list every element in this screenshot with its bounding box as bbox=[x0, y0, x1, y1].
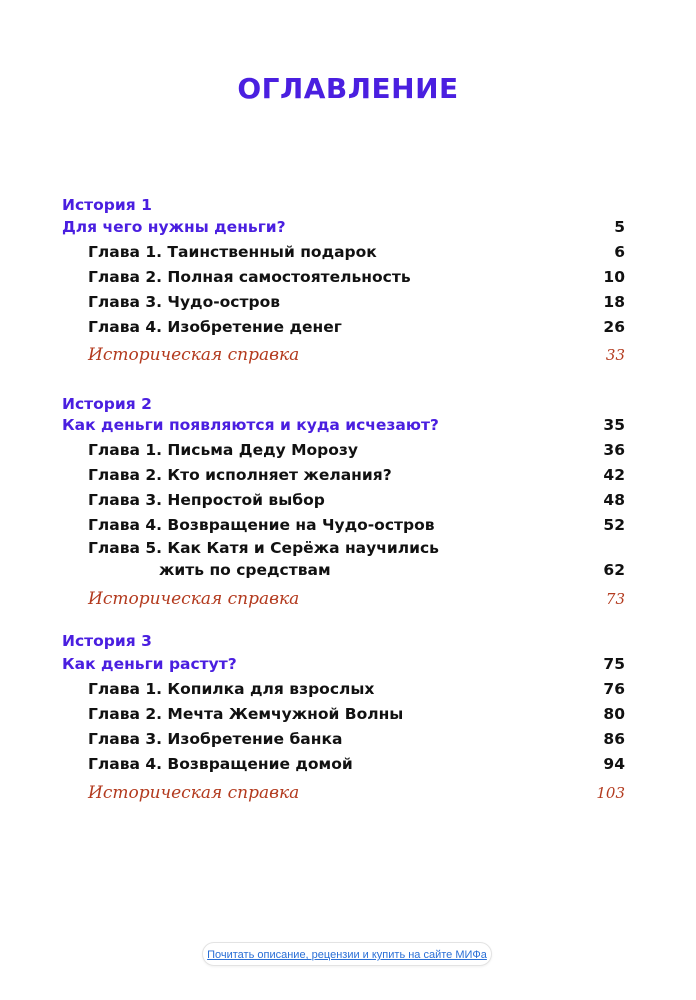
page-number: 10 bbox=[603, 268, 625, 286]
chapter-entry[interactable] bbox=[62, 514, 625, 536]
chapter-entry[interactable] bbox=[62, 678, 625, 700]
page-number: 36 bbox=[603, 441, 625, 459]
chapter-entry[interactable] bbox=[62, 241, 625, 263]
part-title: Для чего нужны деньги? bbox=[62, 218, 286, 236]
page-number: 5 bbox=[614, 218, 625, 236]
note-title: Историческая справка bbox=[88, 783, 300, 803]
chapter-entry[interactable] bbox=[62, 291, 625, 313]
note-title: Историческая справка bbox=[88, 345, 300, 365]
chapter-entry[interactable] bbox=[62, 728, 625, 750]
story-label: История 1 bbox=[62, 196, 152, 214]
chapter-title: Глава 4. Изобретение денег bbox=[88, 318, 342, 336]
page-number: 48 bbox=[603, 491, 625, 509]
chapter-title: Глава 1. Копилка для взрослых bbox=[88, 680, 375, 698]
buy-on-mif-link[interactable]: Почитать описание, рецензии и купить на сайте МИФа bbox=[202, 942, 492, 966]
story-2-part-entry[interactable] bbox=[62, 414, 625, 436]
page-number: 42 bbox=[603, 466, 625, 484]
story-label: История 2 bbox=[62, 395, 152, 413]
page-number: 73 bbox=[605, 590, 625, 608]
note-title: Историческая справка bbox=[88, 589, 300, 609]
chapter-entry[interactable] bbox=[62, 266, 625, 288]
page-number: 35 bbox=[603, 416, 625, 434]
part-title: Как деньги растут? bbox=[62, 655, 237, 673]
chapter-entry[interactable] bbox=[62, 703, 625, 725]
chapter-title: Глава 1. Таинственный подарок bbox=[88, 243, 377, 261]
story-3-label-row bbox=[62, 630, 625, 652]
story-3-part-entry[interactable] bbox=[62, 653, 625, 675]
historical-note-entry[interactable] bbox=[62, 344, 625, 366]
chapter-entry[interactable] bbox=[62, 489, 625, 511]
page-number: 86 bbox=[603, 730, 625, 748]
chapter-title: Глава 3. Изобретение банка bbox=[88, 730, 343, 748]
story-1-label-row bbox=[62, 194, 625, 216]
part-title: Как деньги появляются и куда исчезают? bbox=[62, 416, 439, 434]
chapter-title: Глава 2. Мечта Жемчужной Волны bbox=[88, 705, 404, 723]
page-number: 62 bbox=[603, 561, 625, 579]
page-number: 103 bbox=[596, 784, 625, 802]
page-number: 75 bbox=[603, 655, 625, 673]
chapter-entry[interactable] bbox=[62, 537, 625, 559]
page-number: 94 bbox=[603, 755, 625, 773]
chapter-title: Глава 4. Возвращение на Чудо-остров bbox=[88, 516, 435, 534]
page-number: 76 bbox=[603, 680, 625, 698]
chapter-title: Глава 2. Кто исполняет желания? bbox=[88, 466, 392, 484]
chapter-title: Глава 5. Как Катя и Серёжа научились bbox=[88, 539, 439, 557]
page-number: 26 bbox=[603, 318, 625, 336]
page-number: 6 bbox=[614, 243, 625, 261]
chapter-title: Глава 3. Непростой выбор bbox=[88, 491, 325, 509]
story-2-label-row bbox=[62, 393, 625, 415]
story-1-part-entry[interactable] bbox=[62, 216, 625, 238]
chapter-entry-continuation[interactable] bbox=[62, 559, 625, 581]
chapter-title-continuation: жить по средствам bbox=[159, 561, 331, 579]
chapter-title: Глава 3. Чудо-остров bbox=[88, 293, 281, 311]
page-number: 52 bbox=[603, 516, 625, 534]
historical-note-entry[interactable] bbox=[62, 588, 625, 610]
chapter-entry[interactable] bbox=[62, 464, 625, 486]
chapter-title: Глава 2. Полная самостоятельность bbox=[88, 268, 411, 286]
page-number: 18 bbox=[603, 293, 625, 311]
chapter-entry[interactable] bbox=[62, 439, 625, 461]
page-title: ОГЛАВЛЕНИЕ bbox=[237, 72, 459, 105]
page-number: 80 bbox=[603, 705, 625, 723]
story-label: История 3 bbox=[62, 632, 152, 650]
chapter-title: Глава 1. Письма Деду Морозу bbox=[88, 441, 359, 459]
historical-note-entry[interactable] bbox=[62, 782, 625, 804]
chapter-title: Глава 4. Возвращение домой bbox=[88, 755, 353, 773]
chapter-entry[interactable] bbox=[62, 316, 625, 338]
chapter-entry[interactable] bbox=[62, 753, 625, 775]
page-number: 33 bbox=[605, 346, 625, 364]
